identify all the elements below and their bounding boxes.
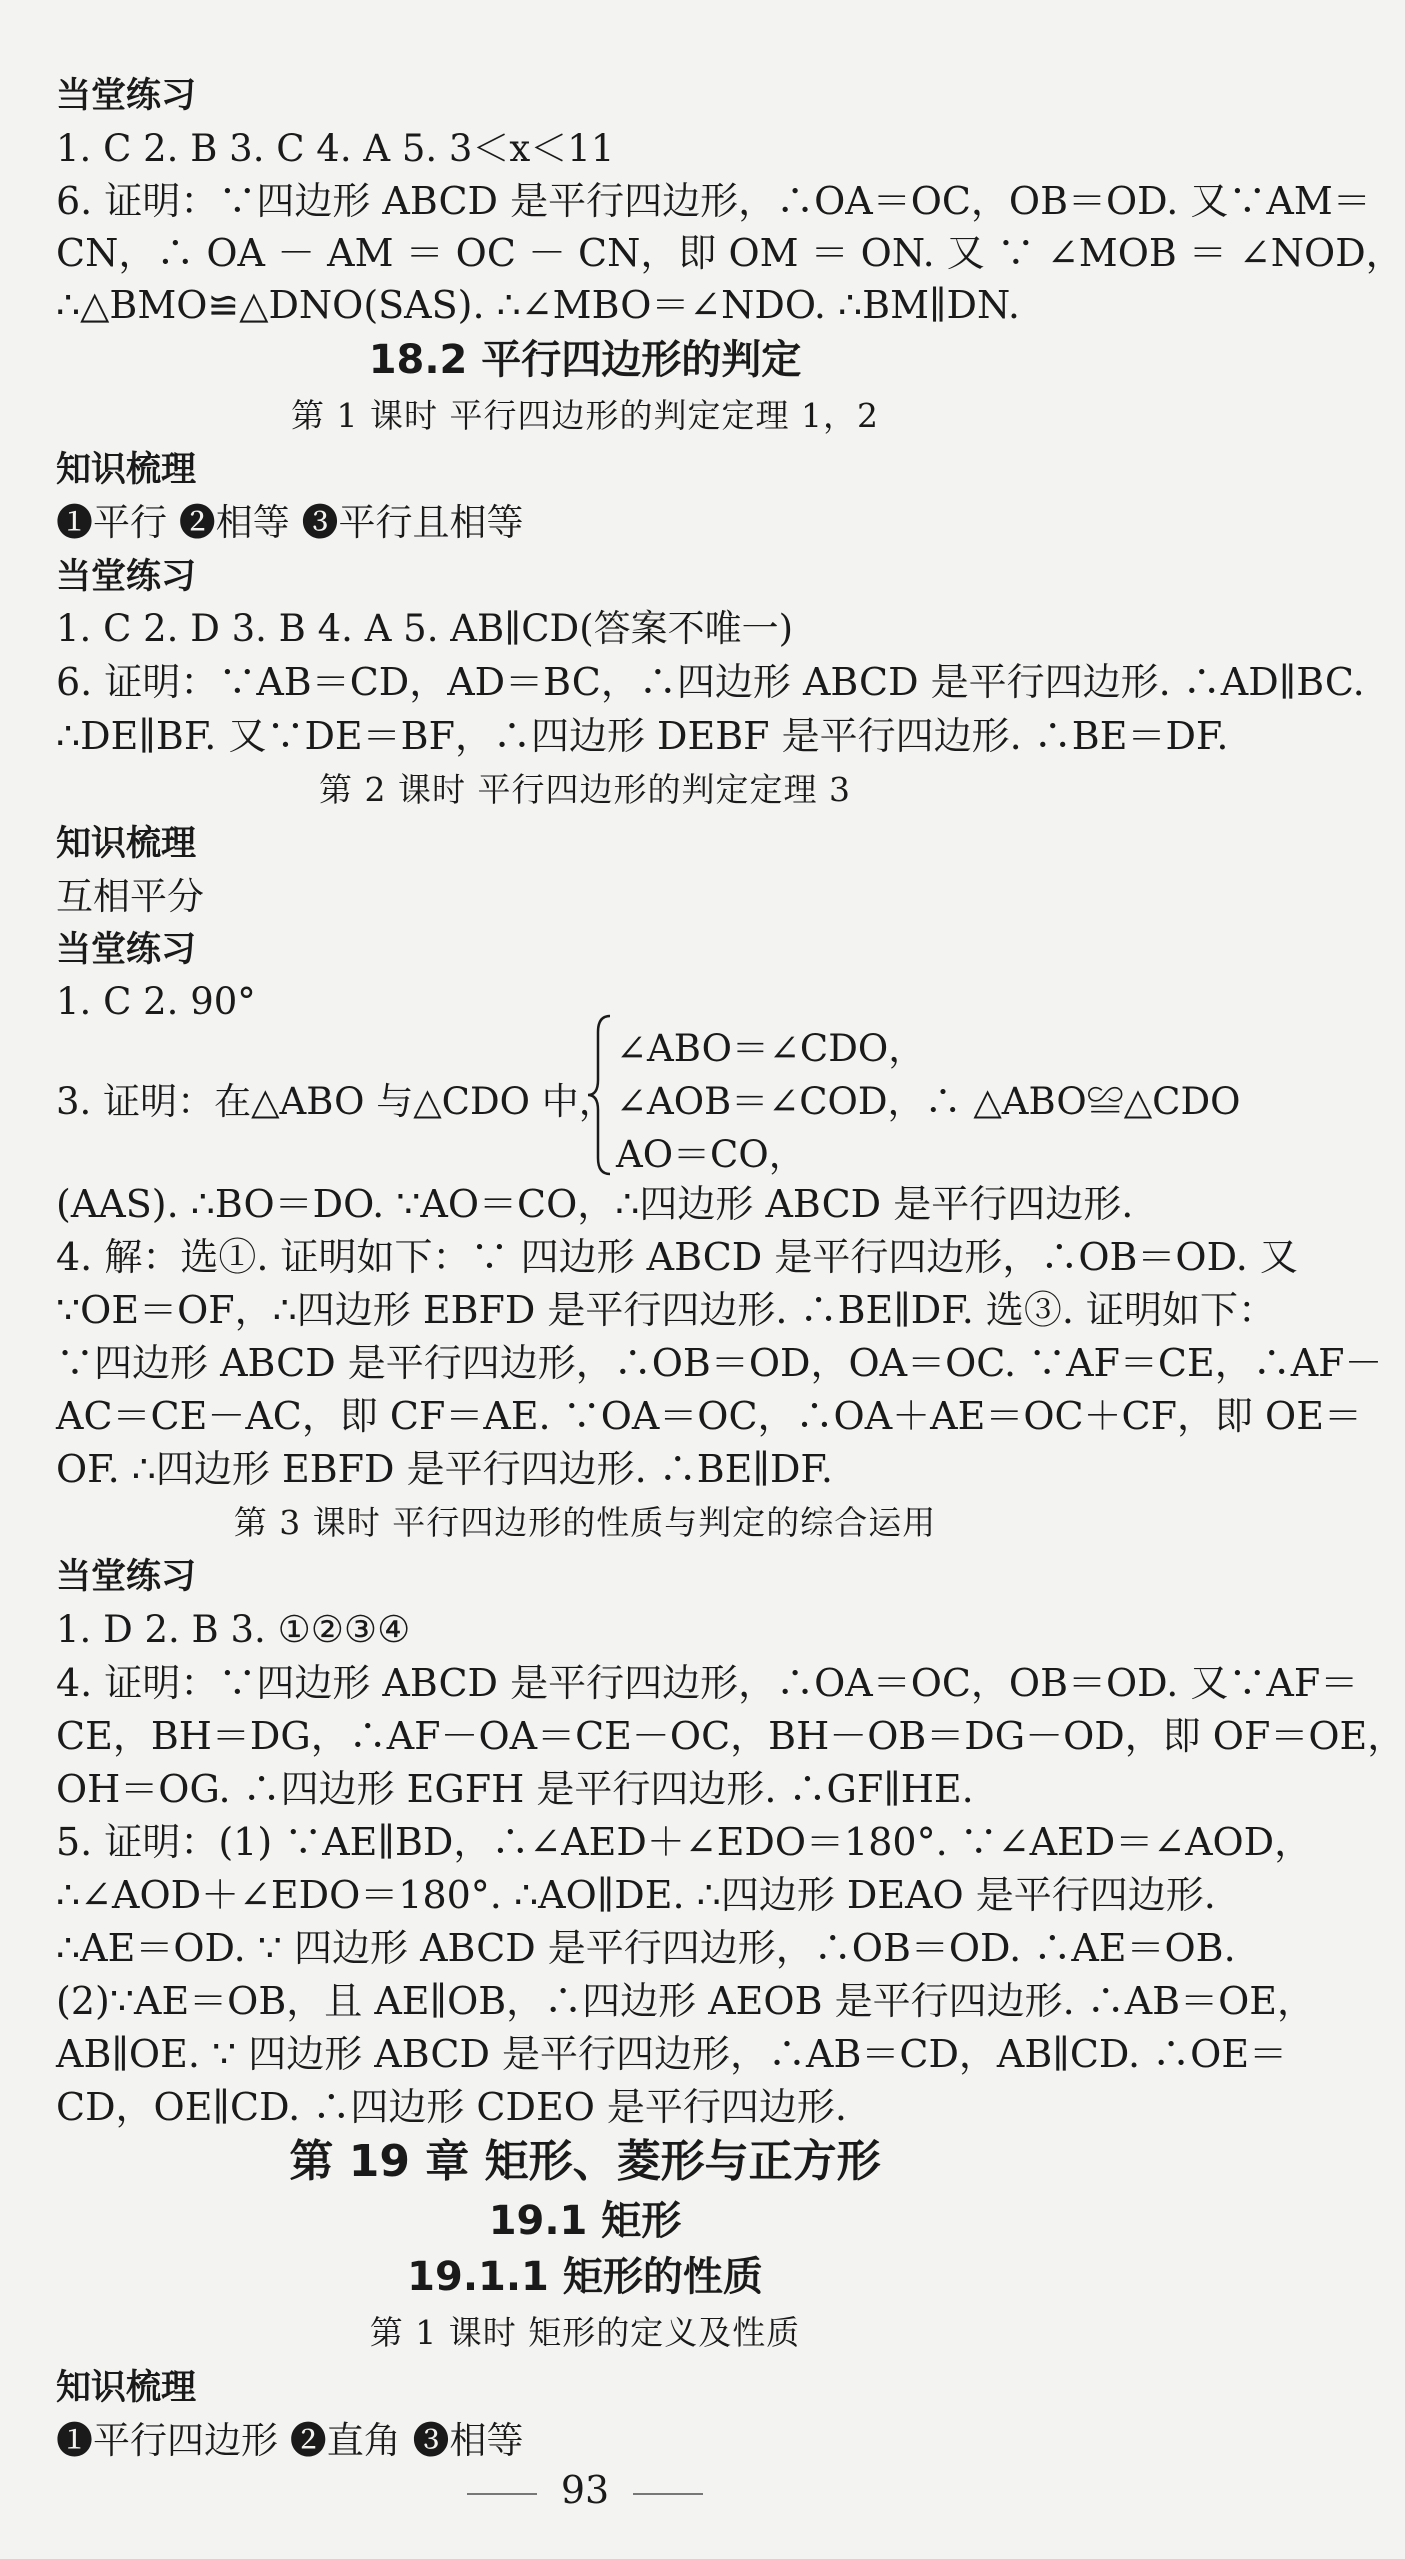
section-label-knowledge: 知识梳理 [56, 2368, 197, 2408]
answer-line: 互相平分 [56, 875, 204, 918]
subsection-heading: 19.1.1 矩形的性质 [407, 2254, 763, 2300]
proof-line: ∴∠AOD＋∠EDO＝180°. ∴AO∥DE. ∴四边形 DEAO 是平行四边形. [56, 1873, 1216, 1917]
answer-line: 1. D 2. B 3. ①②③④ [56, 1608, 411, 1651]
section-label-knowledge: 知识梳理 [56, 824, 197, 864]
proof-line: OH＝OG. ∴四边形 EGFH 是平行四边形. ∴GF∥HE. [56, 1767, 974, 1811]
answer-line: ❶平行四边形 ❷直角 ❸相等 [56, 2419, 524, 2462]
section-label-practice: 当堂练习 [56, 930, 197, 970]
lesson-heading: 第 1 课时 矩形的定义及性质 [369, 2313, 801, 2352]
section-label-practice: 当堂练习 [56, 1557, 197, 1597]
lesson-heading: 第 3 课时 平行四边形的性质与判定的综合运用 [233, 1503, 937, 1542]
proof-line: 6. 证明：∵AB＝CD，AD＝BC，∴四边形 ABCD 是平行四边形. ∴AD∥BC. [56, 660, 1365, 704]
proof-line: AB∥OE. ∵ 四边形 ABCD 是平行四边形，∴AB＝CD，AB∥CD. ∴OE＝ [56, 2032, 1288, 2076]
proof-line: 6. 证明：∵四边形 ABCD 是平行四边形，∴OA＝OC，OB＝OD. 又∵AM＝ [56, 179, 1371, 223]
proof-line: CN，∴ OA － AM ＝ OC － CN，即 OM ＝ ON. 又 ∵ ∠MOB ＝ ∠NOD， [56, 231, 1404, 275]
proof-line: (AAS). ∴BO＝DO. ∵AO＝CO，∴四边形 ABCD 是平行四边形. [56, 1182, 1134, 1226]
proof-line: AC＝CE－AC，即 CF＝AE. ∵OA＝OC，∴OA＋AE＝OC＋CF，即 OE＝ [56, 1394, 1362, 1438]
proof-line: ∵OE＝OF，∴四边形 EBFD 是平行四边形. ∴BE∥DF. 选③. 证明如下： [56, 1288, 1277, 1332]
section-label-practice: 当堂练习 [56, 76, 197, 116]
proof-line: 4. 解：选①. 证明如下：∵ 四边形 ABCD 是平行四边形，∴OB＝OD. 又 [56, 1235, 1298, 1279]
answer-line: ❶平行 ❷相等 ❸平行且相等 [56, 501, 524, 544]
section-label-knowledge: 知识梳理 [56, 450, 197, 490]
divider [633, 2493, 703, 2495]
proof-line: 5. 证明：(1) ∵AE∥BD，∴∠AED＋∠EDO＝180°. ∵∠AED＝∠AOD， [56, 1820, 1313, 1864]
proof-line: ∵四边形 ABCD 是平行四边形，∴OB＝OD，OA＝OC. ∵AF＝CE，∴AF－ [56, 1341, 1383, 1385]
brace-condition: ∠ABO＝∠CDO， [616, 1027, 926, 1070]
proof-line: ∴△BMO≌△DNO(SAS). ∴∠MBO＝∠NDO. ∴BM∥DN. [56, 283, 1020, 327]
answer-line: 1. C 2. B 3. C 4. A 5. 3＜x＜11 [56, 127, 615, 170]
chapter-heading: 第 19 章 矩形、菱形与正方形 [289, 2136, 881, 2187]
brace-condition: ∠AOB＝∠COD，∴ △ABO≌△CDO [616, 1080, 1241, 1123]
answer-line: 1. C 2. 90° [56, 980, 256, 1023]
section-heading: 19.1 矩形 [488, 2198, 682, 2244]
proof-line: OF. ∴四边形 EBFD 是平行四边形. ∴BE∥DF. [56, 1447, 833, 1491]
brace-proof [56, 1010, 1241, 1180]
divider [467, 2493, 537, 2495]
proof-line: CD，OE∥CD. ∴四边形 CDEO 是平行四边形. [56, 2085, 848, 2129]
page-number-text: 93 [560, 2468, 610, 2512]
answer-line: 1. C 2. D 3. B 4. A 5. AB∥CD(答案不唯一) [56, 607, 794, 650]
proof-line: CE，BH＝DG，∴AF－OA＝CE－OC，BH－OB＝DG－OD，即 OF＝OE， [56, 1714, 1405, 1758]
proof-line: ∴AE＝OD. ∵ 四边形 ABCD 是平行四边形，∴OB＝OD. ∴AE＝OB. [56, 1926, 1236, 1970]
brace-symbol [586, 1010, 616, 1180]
brace-condition: AO＝CO， [616, 1133, 806, 1176]
lesson-heading: 第 2 课时 平行四边形的判定定理 3 [319, 770, 851, 809]
section-heading: 18.2 平行四边形的判定 [368, 337, 802, 383]
proof-line: 4. 证明：∵四边形 ABCD 是平行四边形，∴OA＝OC，OB＝OD. 又∵AF＝ [56, 1661, 1359, 1705]
proof-line: (2)∵AE＝OB，且 AE∥OB，∴四边形 AEOB 是平行四边形. ∴AB＝OE， [56, 1979, 1315, 2023]
proof-line: 3. 证明：在△ABO 与△CDO 中， [56, 1080, 616, 1123]
lesson-heading: 第 1 课时 平行四边形的判定定理 1，2 [291, 396, 879, 435]
page-number [0, 2468, 1170, 2512]
section-label-practice: 当堂练习 [56, 557, 197, 597]
proof-line: ∴DE∥BF. 又∵DE＝BF，∴四边形 DEBF 是平行四边形. ∴BE＝DF. [56, 714, 1229, 758]
